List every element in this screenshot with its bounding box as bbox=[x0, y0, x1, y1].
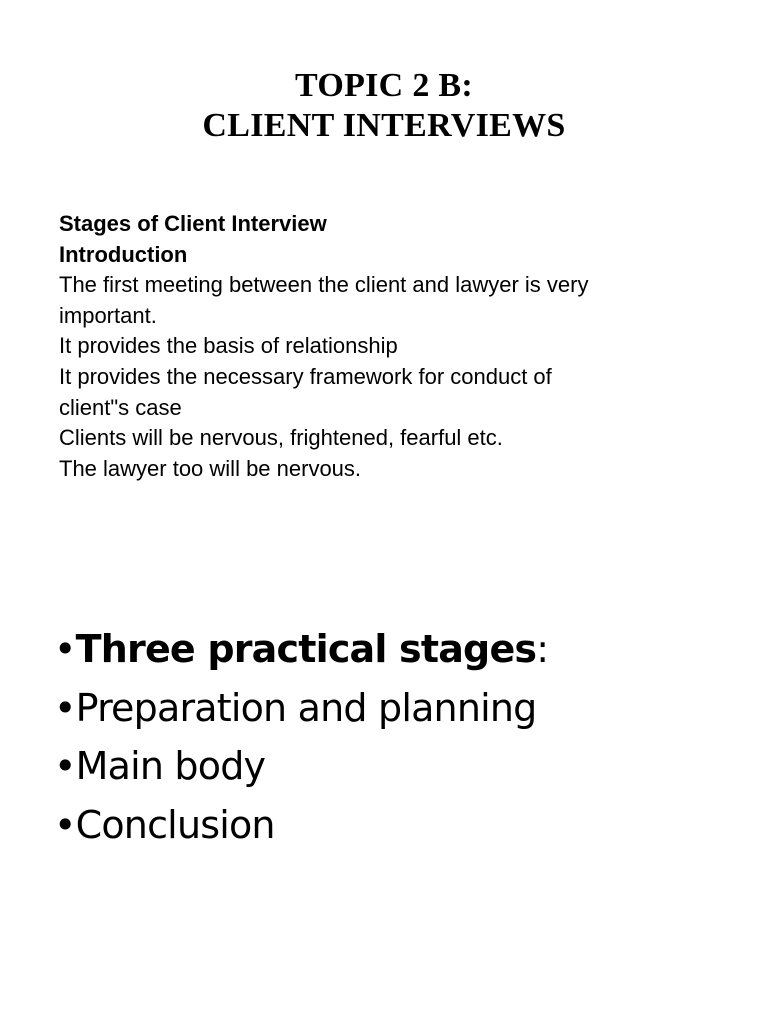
stage-label: Preparation and planning bbox=[75, 685, 537, 730]
intro-line: The first meeting between the client and lawyer is very bbox=[59, 272, 589, 298]
list-item bbox=[54, 679, 734, 738]
intro-line: The lawyer too will be nervous. bbox=[59, 455, 362, 481]
stages-list bbox=[54, 620, 734, 854]
intro-line: It provides the basis of relationship bbox=[59, 333, 398, 359]
section-subheading: Introduction bbox=[59, 241, 188, 267]
intro-line: It provides the necessary framework for conduct of bbox=[59, 363, 552, 389]
intro-line: client"s case bbox=[59, 394, 182, 420]
list-item bbox=[54, 796, 734, 855]
stage-label: Main body bbox=[75, 744, 266, 788]
bullet: • bbox=[54, 802, 76, 847]
bullet: • bbox=[54, 744, 76, 788]
list-item bbox=[54, 737, 734, 796]
stages-heading: Three practical stages bbox=[75, 627, 537, 671]
bullet: • bbox=[54, 627, 76, 671]
intro-section bbox=[59, 209, 719, 484]
intro-line: Clients will be nervous, frightened, fearful etc. bbox=[59, 425, 503, 451]
stages-heading-item bbox=[54, 620, 734, 679]
title-line-subject: CLIENT INTERVIEWS bbox=[202, 107, 566, 144]
bullet: • bbox=[54, 685, 76, 730]
title-line-topic: TOPIC 2 B: bbox=[294, 67, 474, 104]
stage-label: Conclusion bbox=[75, 802, 275, 847]
page-title bbox=[0, 66, 768, 146]
stages-heading-colon: : bbox=[536, 627, 549, 671]
intro-line: important. bbox=[59, 302, 157, 328]
section-heading: Stages of Client Interview bbox=[59, 211, 327, 236]
